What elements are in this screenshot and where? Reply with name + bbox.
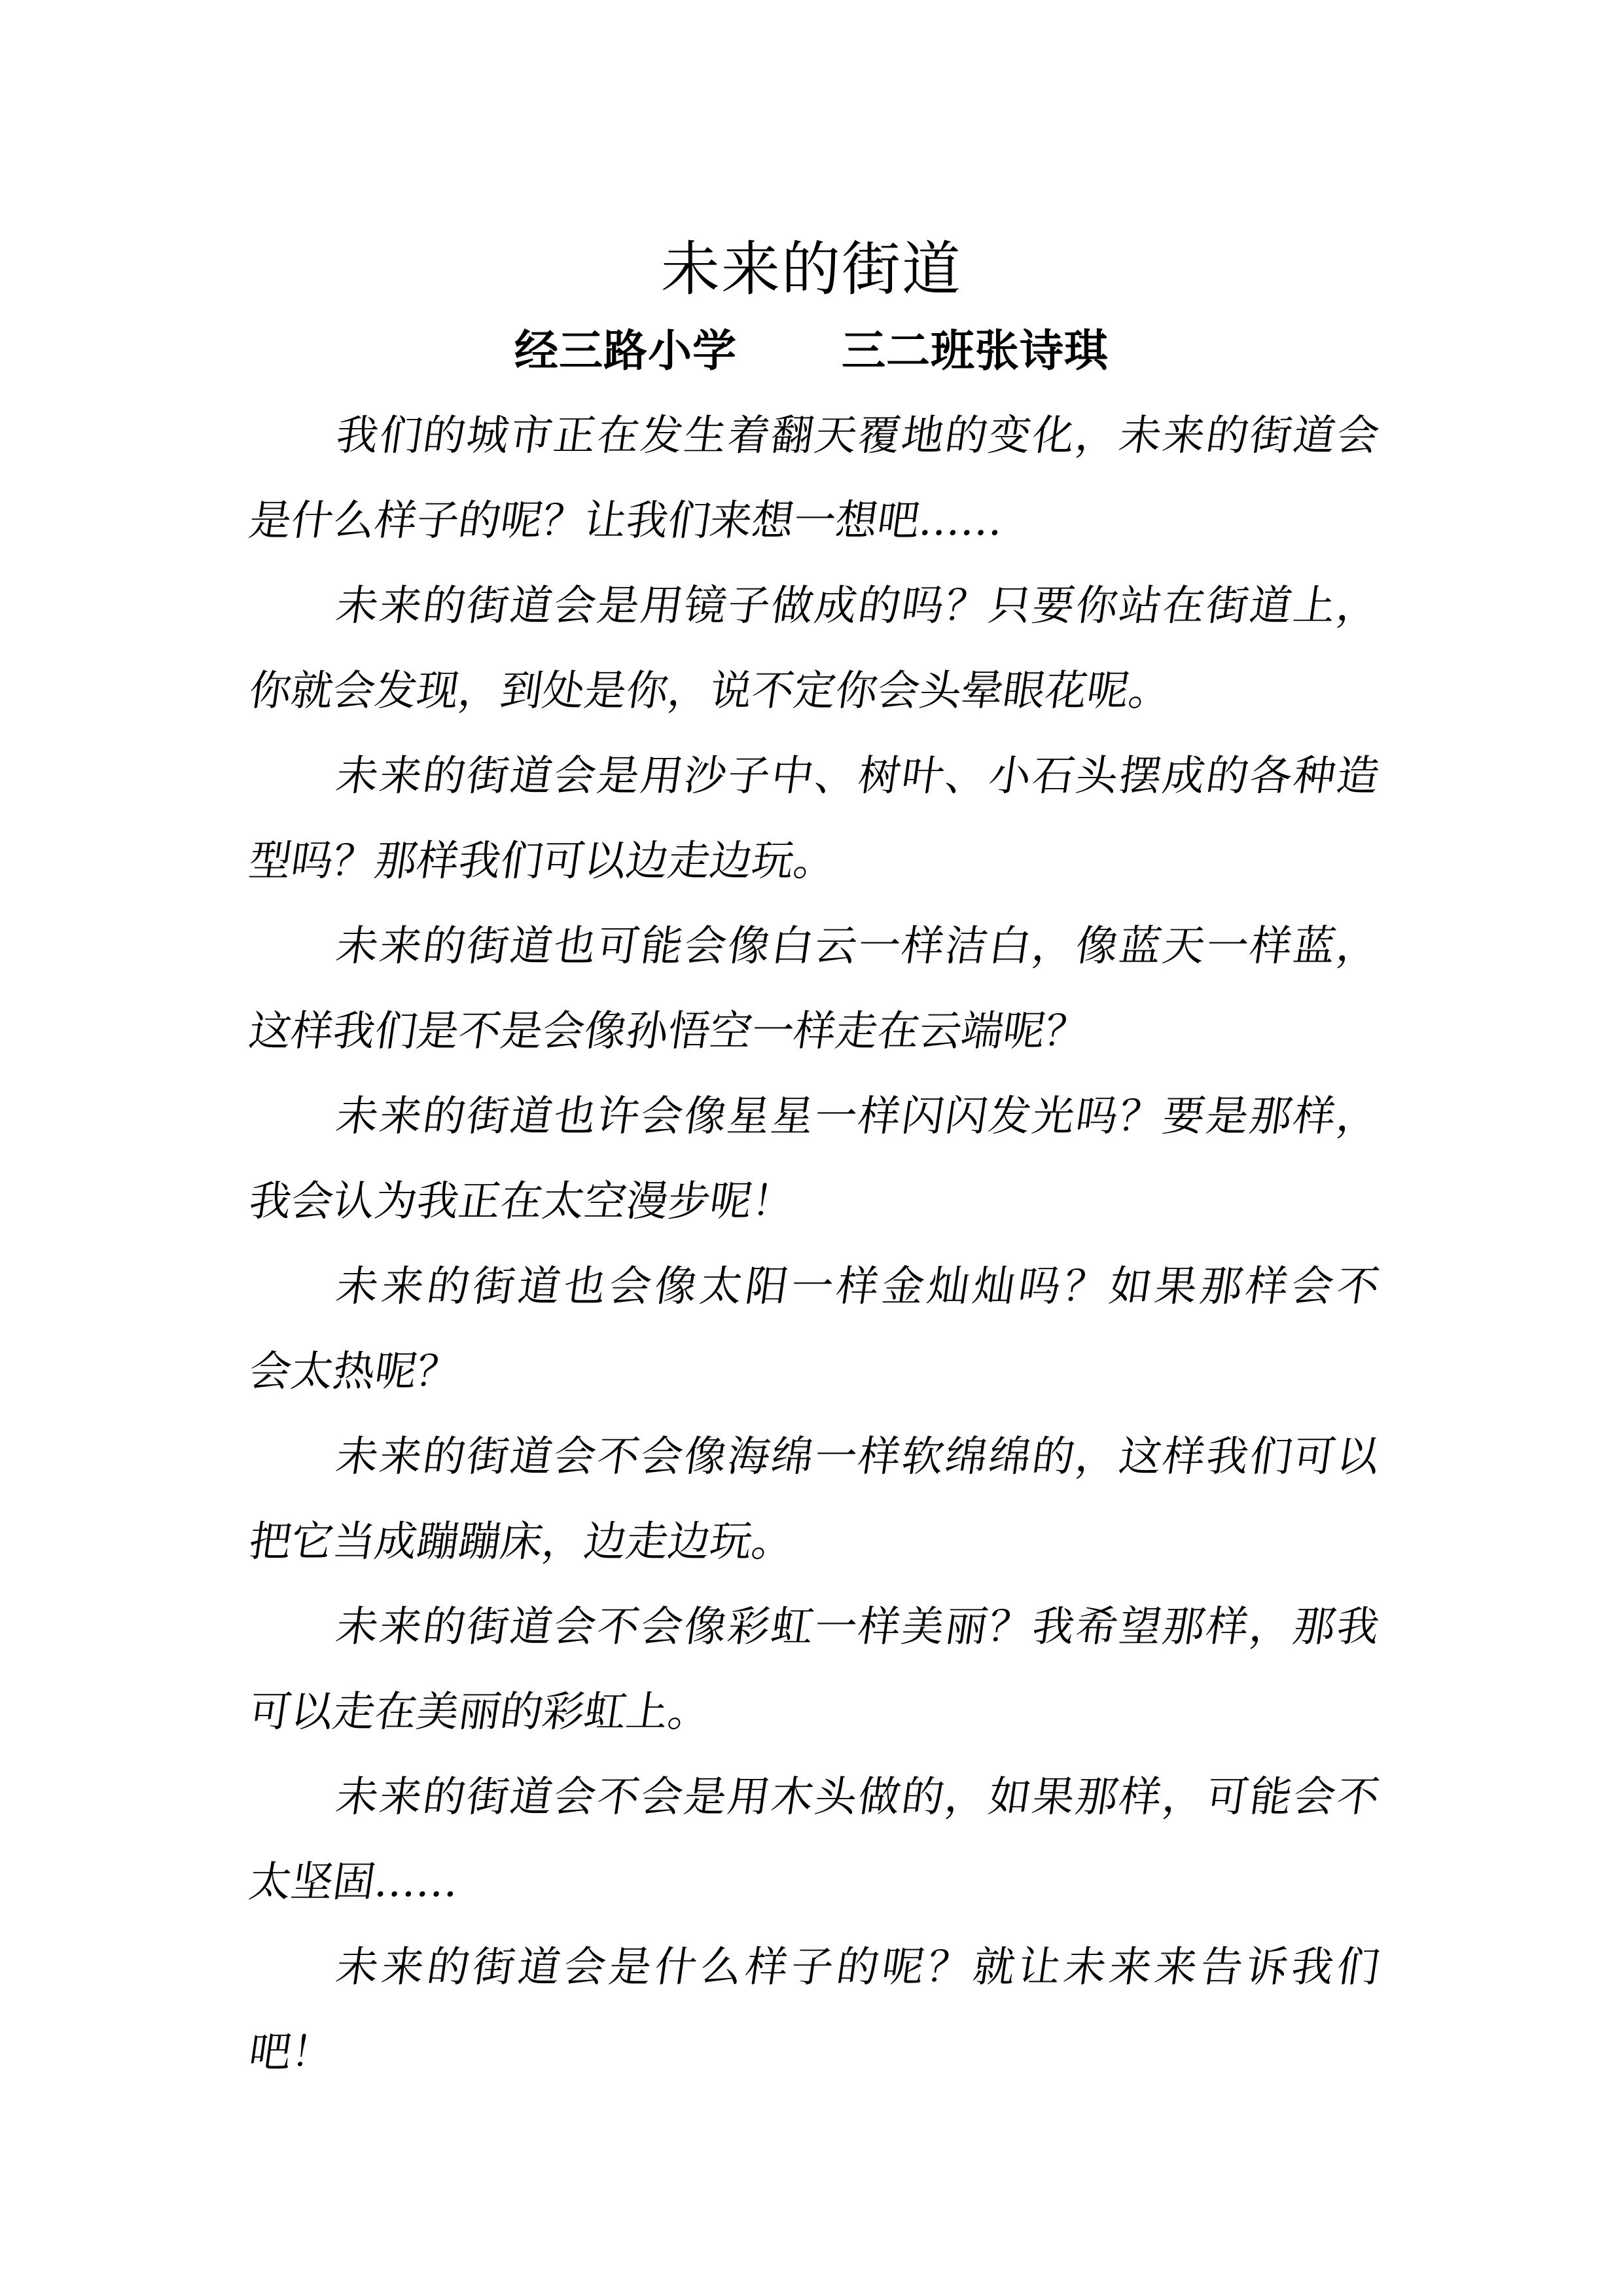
paragraph-line: 未来的街道会不会是用木头做的，如果那样，可能会不 [332,1773,1383,1821]
paragraph-line: 未来的街道也可能会像白云一样洁白，像蓝天一样蓝， [332,922,1383,971]
paragraph [245,564,1383,734]
essay-title: 未来的街道 [661,235,962,304]
paragraph-line: 未来的街道也许会像星星一样闪闪发光吗？要是那样， [332,1092,1383,1141]
byline-author: 三二班张诗琪 [842,325,1109,376]
paragraph [245,1074,1383,1244]
paragraph-line: 未来的街道会是用沙子中、树叶、小石头摆成的各种造 [332,752,1383,800]
paragraph-line: 吧！ [245,2028,337,2077]
paragraph [245,1925,1383,2095]
paragraph-line: 是什么样子的呢？让我们来想一想吧…… [245,497,1007,545]
paragraph [245,904,1383,1074]
paragraph [245,393,1383,564]
paragraph-line: 这样我们是不是会像孙悟空一样走在云端呢？ [245,1007,1091,1056]
byline-school: 经三路小学 [514,325,737,376]
paragraph [245,734,1383,904]
paragraph-line: 你就会发现，到处是你，说不定你会头晕眼花呢。 [245,667,1175,715]
paragraph-line: 我会认为我正在太空漫步呢！ [245,1177,798,1226]
paragraph [245,1585,1383,1755]
paragraph-line: 未来的街道也会像太阳一样金灿灿吗？如果那样会不 [332,1263,1383,1311]
paragraph-line: 会太热呢？ [245,1348,463,1396]
byline [0,319,1623,382]
paragraph-line: 未来的街道会不会像彩虹一样美丽？我希望那样，那我 [332,1603,1383,1651]
paragraph [245,1244,1383,1414]
paragraph [245,1414,1383,1585]
paragraph-line: 太坚固…… [245,1858,463,1907]
paragraph [245,1755,1383,1925]
paragraph-line: 可以走在美丽的彩虹上。 [245,1688,714,1736]
paragraph-line: 型吗？那样我们可以边走边玩。 [245,837,840,886]
paragraph-line: 未来的街道会是用镜子做成的吗？只要你站在街道上， [332,582,1383,630]
paragraph-line: 我们的城市正在发生着翻天覆地的变化，未来的街道会 [332,412,1383,460]
paragraph-line: 未来的街道会不会像海绵一样软绵绵的，这样我们可以 [332,1433,1383,1481]
essay-body [245,393,1383,2095]
paragraph-line: 未来的街道会是什么样子的呢？就让未来来告诉我们 [332,1943,1383,1992]
paragraph-line: 把它当成蹦蹦床，边走边玩。 [245,1518,798,1566]
